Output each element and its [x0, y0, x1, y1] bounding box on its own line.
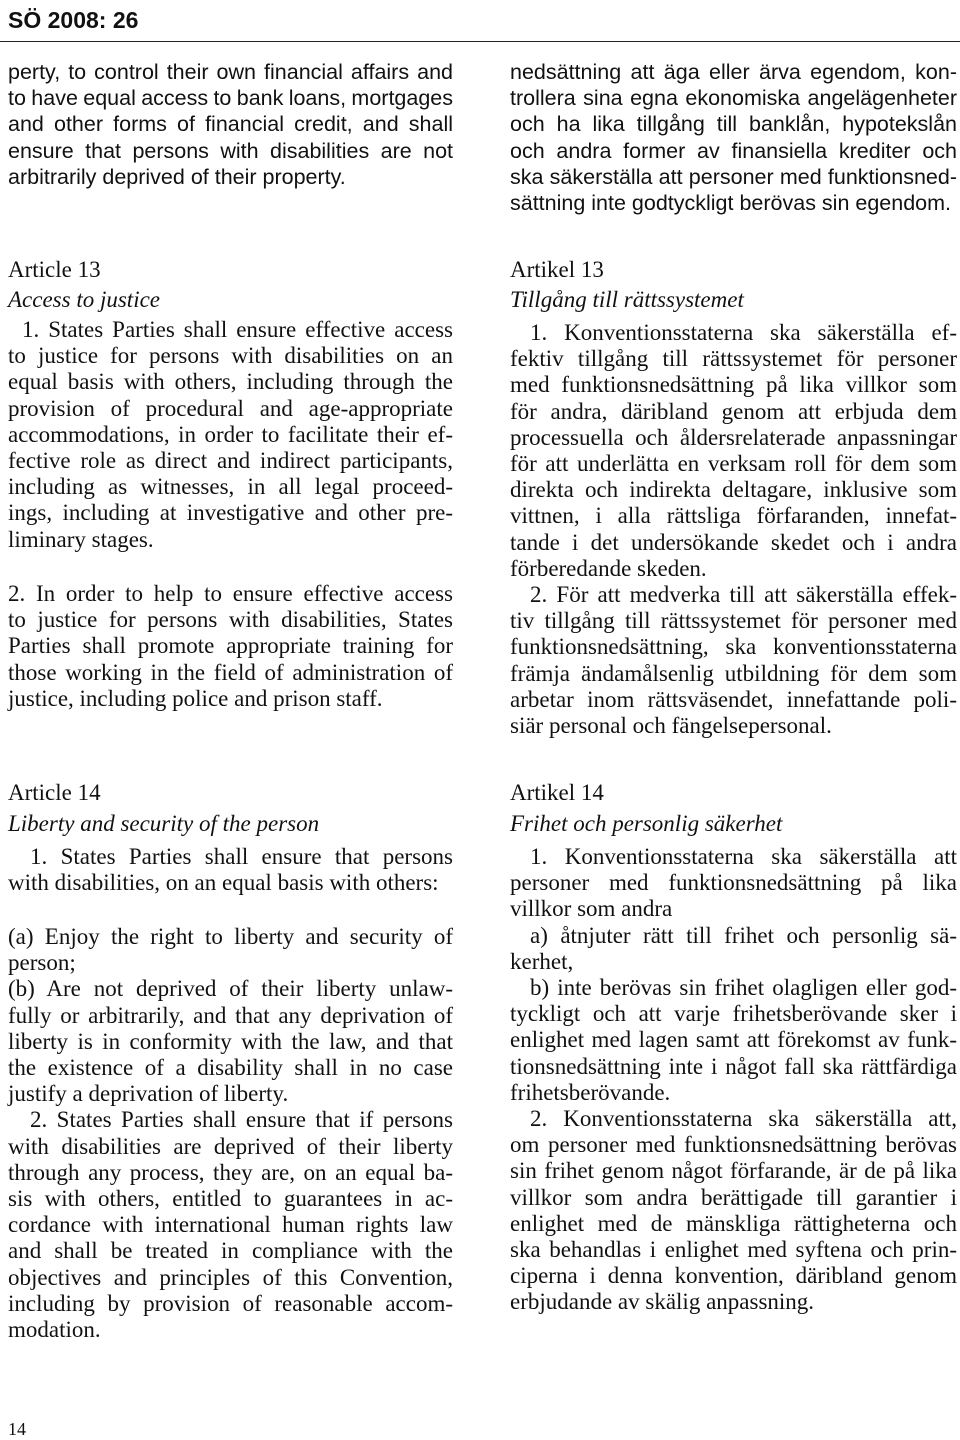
- text-line: including as witnesses, in all legal proceed-: [8, 474, 453, 500]
- text-line: to justice for persons with disabilities on an: [8, 343, 453, 369]
- text-line: tande i det undersökande skedet och i andra: [510, 529, 957, 555]
- text-line: och andra former av finansiella krediter och: [510, 138, 957, 163]
- text-line: 2. För att medverka till att säkerställa effek-: [530, 582, 957, 608]
- text-line: equal basis with others, including through the: [8, 369, 453, 395]
- text-line: justice, including police and prison staff.: [8, 685, 383, 711]
- article-14-english-paragraph-2: [8, 1107, 453, 1343]
- article-14-swedish-paragraph-2: [510, 1106, 957, 1316]
- text-line: sis with others, entitled to guarantees in ac-: [8, 1186, 453, 1212]
- article-14-heading-swedish: Artikel 14: [510, 780, 604, 805]
- text-line: siär personal och fängelsepersonal.: [510, 713, 832, 739]
- text-line: justify a deprivation of liberty.: [8, 1081, 289, 1107]
- text-line: modation.: [8, 1317, 101, 1343]
- text-line: with disabilities, on an equal basis with others:: [8, 870, 439, 896]
- text-line: 1. States Parties shall ensure effective access: [22, 317, 453, 342]
- text-line: enlighet med lagen samt att förekomst av funk-: [510, 1027, 957, 1053]
- article-13-english-paragraph-2: [8, 581, 453, 712]
- text-line: tionsnedsättning inte i något fall ska rättfärdiga: [510, 1053, 957, 1079]
- article-14-swedish-body: [510, 844, 957, 1316]
- page-number: 14: [8, 1419, 26, 1439]
- text-line: 1. Konventionsstaterna ska säkerställa ef-: [530, 320, 957, 345]
- header-rule: [0, 41, 960, 42]
- text-line: erbjudande av skälig anpassning.: [510, 1289, 815, 1315]
- article-14-swedish-paragraph-1: [510, 844, 957, 923]
- text-line: accommodations, in order to facilitate their ef-: [8, 421, 453, 447]
- article-14-english-paragraph-1: [8, 844, 453, 896]
- text-line: provision of procedural and age-appropriate: [8, 395, 453, 421]
- text-line: including by provision of reasonable accom-: [8, 1290, 453, 1316]
- intro-paragraph-swedish: [510, 59, 957, 216]
- article-13-swedish-paragraph-2: [510, 582, 957, 739]
- text-line: för andra, däribland genom att erbjuda dem: [510, 398, 957, 424]
- intro-paragraph-english: [8, 59, 453, 190]
- text-line: and other forms of financial credit, and shall: [8, 112, 453, 137]
- text-line: a) åtnjuter rätt till frihet och personlig sä-: [530, 922, 957, 948]
- text-line: processuella och åldersrelaterade anpassningar: [510, 424, 957, 450]
- text-line: direkta och indirekta deltagare, inklusive som: [510, 477, 957, 503]
- text-line: to justice for persons with disabilities, States: [8, 607, 453, 633]
- text-line: ciperna i denna konvention, däribland genom: [510, 1263, 957, 1289]
- text-line: b) inte berövas sin frihet olagligen eller god-: [530, 975, 957, 1001]
- article-14-english-body: [8, 924, 453, 1343]
- article-13-swedish-body: [510, 320, 957, 739]
- text-line: 2. States Parties shall ensure that if persons: [30, 1107, 453, 1133]
- article-13-english-paragraph-1: [8, 317, 453, 553]
- text-line: tiv tillgång till rättssystemet för personer med: [510, 608, 957, 634]
- text-line: (a) Enjoy the right to liberty and security of: [8, 924, 453, 949]
- text-line: and shall be treated in compliance with the: [8, 1238, 453, 1264]
- text-line: liberty is in conformity with the law, and that: [8, 1028, 453, 1054]
- text-line: för att underlätta en verksam roll för dem som: [510, 451, 957, 477]
- text-line: 1. States Parties shall ensure that persons: [30, 844, 453, 869]
- text-line: fully or arbitrarily, and that any deprivation of: [8, 1002, 453, 1028]
- text-line: ensure that persons with disabilities are not: [8, 138, 453, 163]
- article-13-subheading-english: Access to justice: [8, 287, 161, 312]
- article-13-swedish-paragraph-1: [510, 320, 957, 582]
- text-line: om personer med funktionsnedsättning berövas: [510, 1132, 957, 1158]
- text-line: perty, to control their own financial affairs and: [8, 60, 453, 84]
- text-line: through any process, they are, on an equal ba-: [8, 1159, 453, 1185]
- text-line: liminary stages.: [8, 526, 154, 552]
- text-line: sin frihet genom något förfarande, är de på lika: [510, 1158, 957, 1184]
- text-line: tyckligt och att varje frihetsberövande sker i: [510, 1001, 957, 1027]
- text-line: kerhet,: [510, 948, 574, 974]
- text-line: (b) Are not deprived of their liberty unlaw-: [8, 976, 453, 1002]
- text-line: ska behandlas i enlighet med syftena och prin-: [510, 1237, 957, 1263]
- text-line: och ha lika tillgång till banklån, hypotekslån: [510, 112, 957, 137]
- text-line: frihetsberövande.: [510, 1079, 671, 1105]
- article-13-subheading-swedish: Tillgång till rättssystemet: [510, 287, 744, 312]
- text-line: trollera sina egna ekonomiska angelägenheter: [510, 86, 957, 111]
- article-14-english-item-a: [8, 924, 453, 976]
- text-line: personer med funktionsnedsättning på lika: [510, 870, 957, 896]
- article-14-swedish-item-b: [510, 975, 957, 1106]
- article-14-heading-english: Article 14: [8, 780, 101, 805]
- text-line: med funktionsnedsättning på lika villkor som: [510, 372, 957, 398]
- text-line: fektiv tillgång till rättssystemet för personer: [510, 346, 957, 372]
- text-line: those working in the field of administration of: [8, 659, 453, 685]
- text-line: to have equal access to bank loans, mortgages: [8, 86, 453, 111]
- text-line: nedsättning att äga eller ärva egendom, kon-: [510, 60, 957, 84]
- text-line: villkor som andra: [510, 896, 673, 922]
- text-line: fective role as direct and indirect participants,: [8, 448, 453, 474]
- article-14-english-item-b: [8, 976, 453, 1107]
- text-line: sättning inte godtyckligt berövas sin egendom.: [510, 191, 952, 216]
- document-series-number: SÖ 2008: 26: [8, 7, 139, 33]
- text-line: 2. In order to help to ensure effective access: [8, 581, 453, 606]
- text-line: cordance with international human rights law: [8, 1212, 453, 1238]
- text-line: objectives and principles of this Convention,: [8, 1264, 453, 1290]
- article-14-swedish-item-a: [510, 923, 957, 975]
- text-line: person;: [8, 950, 76, 976]
- text-line: arbitrarily deprived of their property.: [8, 164, 346, 189]
- text-line: arbetar inom rättsväsendet, innefattande poli-: [510, 686, 957, 712]
- text-line: ings, including at investigative and other pre-: [8, 500, 453, 526]
- text-line: vittnen, i alla rättsliga förfaranden, innefat-: [510, 503, 957, 529]
- article-14-subheading-swedish: Frihet och personlig säkerhet: [510, 811, 783, 836]
- text-line: villkor som andra berättigade till garantier i: [510, 1184, 957, 1210]
- text-line: 2. Konventionsstaterna ska säkerställa att,: [530, 1106, 957, 1132]
- text-line: främja ändamålsenlig utbildning för dem som: [510, 660, 957, 686]
- text-line: Parties shall promote appropriate training for: [8, 633, 453, 659]
- text-line: funktionsnedsättning, ska konventionsstaterna: [510, 634, 957, 660]
- article-14-subheading-english: Liberty and security of the person: [8, 811, 320, 836]
- text-line: with disabilities are deprived of their liberty: [8, 1133, 453, 1159]
- text-line: ska säkerställa att personer med funktionsned-: [510, 164, 957, 189]
- text-line: enlighet med de mänskliga rättigheterna och: [510, 1210, 957, 1236]
- article-13-heading-english: Article 13: [8, 257, 101, 282]
- text-line: 1. Konventionsstaterna ska säkerställa att: [530, 844, 957, 869]
- article-13-heading-swedish: Artikel 13: [510, 257, 604, 282]
- text-line: the existence of a disability shall in no case: [8, 1055, 453, 1081]
- text-line: förberedande skeden.: [510, 555, 707, 581]
